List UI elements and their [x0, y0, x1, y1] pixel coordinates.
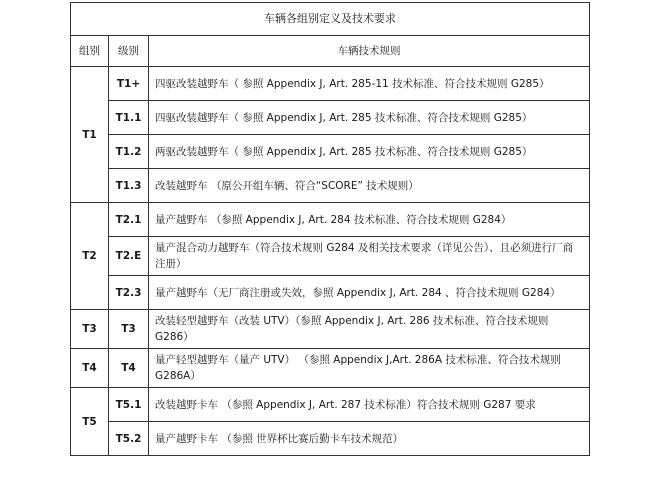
spec-cell: 两驱改装越野车（ 参照 Appendix J, Art. 285 技术标准、符合技术规则 G285）: [149, 135, 590, 169]
spec-cell: 量产越野卡车 （参照 世界杯比赛后勤卡车技术规范）: [149, 422, 590, 456]
level-cell: T1+: [109, 67, 149, 101]
table-title: 车辆各组别定义及技术要求: [71, 3, 590, 36]
table-row: [71, 310, 590, 349]
spec-cell: 量产混合动力越野车（符合技术规则 G284 及相关技术要求（详见公告）、且必须进行厂商注册）: [149, 237, 590, 276]
document-page: [70, 2, 589, 456]
spec-cell: 量产轻型越野车（量产 UTV） （参照 Appendix J,Art. 286A 技术标准、符合技术规则 G286A）: [149, 349, 590, 388]
table-row: [71, 169, 590, 203]
group-cell-t1: T1: [71, 67, 109, 203]
table-row: [71, 422, 590, 456]
level-cell: T2.3: [109, 276, 149, 310]
spec-cell: 四驱改装越野车（ 参照 Appendix J, Art. 285 技术标准、符合技术规则 G285）: [149, 101, 590, 135]
header-spec: 车辆技术规则: [149, 36, 590, 67]
table-row: [71, 101, 590, 135]
level-cell: T3: [109, 310, 149, 349]
level-cell: T2.1: [109, 203, 149, 237]
header-group: 组别: [71, 36, 109, 67]
spec-cell: 量产越野车（无厂商注册或失效，参照 Appendix J, Art. 284 、符合技术规则 G284）: [149, 276, 590, 310]
level-cell: T2.E: [109, 237, 149, 276]
table-row: [71, 135, 590, 169]
level-cell: T5.2: [109, 422, 149, 456]
spec-cell: 改装越野车 （原公开组车辆、符合“SCORE” 技术规则）: [149, 169, 590, 203]
level-cell: T1.2: [109, 135, 149, 169]
level-cell: T1.1: [109, 101, 149, 135]
header-level: 级别: [109, 36, 149, 67]
level-cell: T1.3: [109, 169, 149, 203]
spec-cell: 改装越野卡车 （参照 Appendix J, Art. 287 技术标准）符合技术规则 G287 要求: [149, 388, 590, 422]
level-cell: T5.1: [109, 388, 149, 422]
table-title-row: [71, 3, 590, 36]
table-row: [71, 276, 590, 310]
table-header-row: [71, 36, 590, 67]
level-cell: T4: [109, 349, 149, 388]
spec-cell: 改装轻型越野车（改装 UTV）（参照 Appendix J, Art. 286 技术标准、符合技术规则 G286）: [149, 310, 590, 349]
vehicle-class-table: [70, 2, 590, 456]
table-row: [71, 237, 590, 276]
table-row: [71, 203, 590, 237]
group-cell-t5: T5: [71, 388, 109, 456]
spec-cell: 量产越野车 （参照 Appendix J, Art. 284 技术标准、符合技术规则 G284）: [149, 203, 590, 237]
table-row: [71, 388, 590, 422]
table-row: [71, 349, 590, 388]
group-cell-t4: T4: [71, 349, 109, 388]
group-cell-t2: T2: [71, 203, 109, 310]
table-row: [71, 67, 590, 101]
spec-cell: 四驱改装越野车（ 参照 Appendix J, Art. 285-11 技术标准、符合技术规则 G285）: [149, 67, 590, 101]
group-cell-t3: T3: [71, 310, 109, 349]
